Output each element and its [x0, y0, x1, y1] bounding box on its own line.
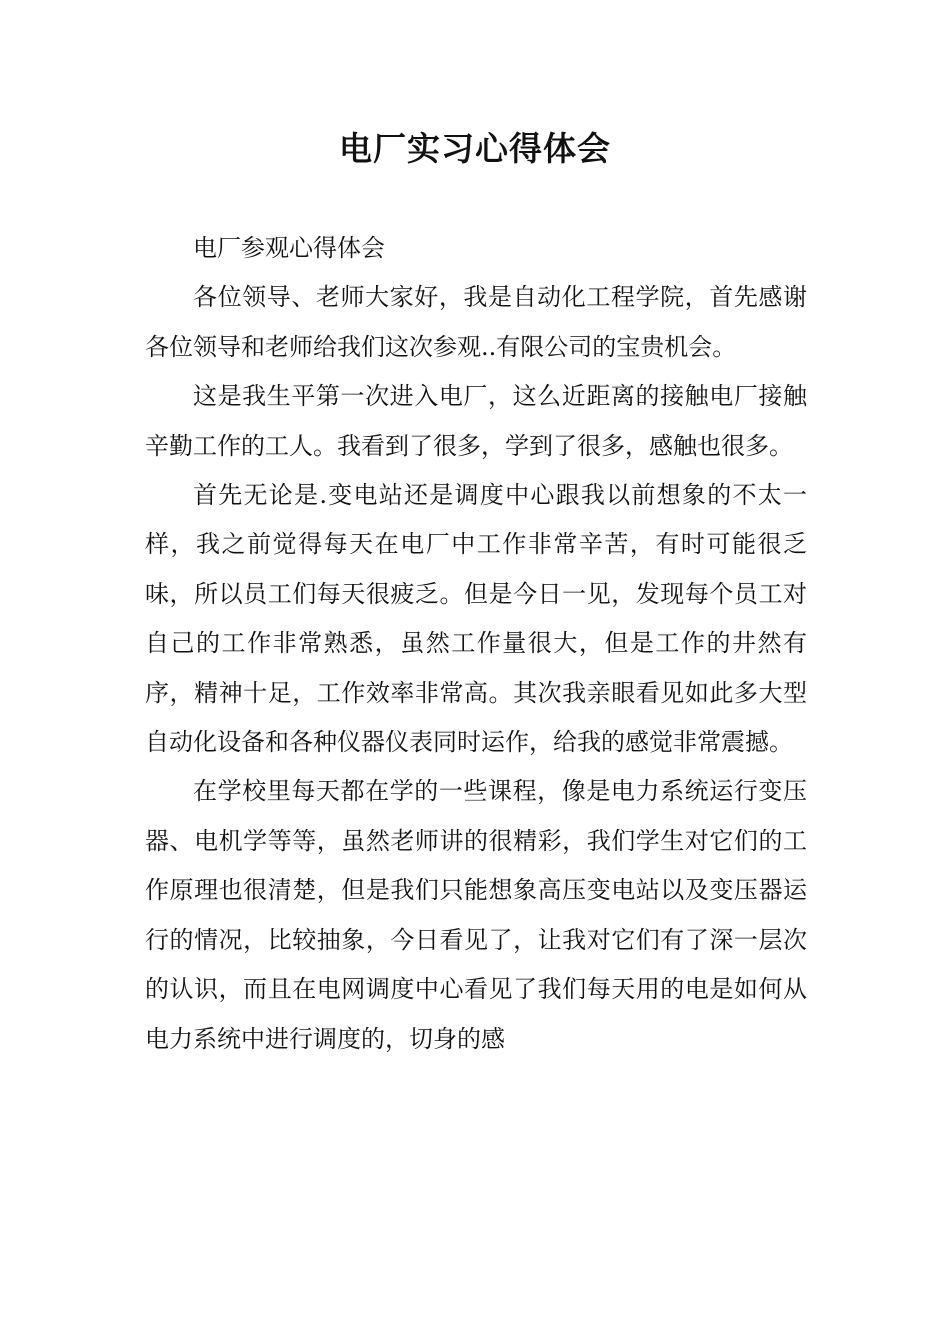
paragraph-coursework: 在学校里每天都在学的一些课程，像是电力系统运行变压器、电机学等等，虽然老师讲的很精彩，我们学生对它们的工作原理也很清楚，但是我们只能想象高压变电站以及变压器运行的情况，比较抽象，今日看见了，让我对它们有了深一层次的认识，而且在电网调度中心看见了我们每天用的电是如何从电力系统中进行调度的，切身的感 — [145, 777, 807, 1053]
paragraph-subtitle: 电厂参观心得体会 — [193, 234, 385, 262]
paragraph-first-visit: 这是我生平第一次进入电厂，这么近距离的接触电厂接触辛勤工作的工人。我看到了很多，学到了很多，感触也很多。 — [145, 382, 807, 460]
document-body — [145, 224, 807, 1064]
paragraph-impressions: 首先无论是.变电站还是调度中心跟我以前想象的不太一样，我之前觉得每天在电厂中工作非常辛苦，有时可能很乏味，所以员工们每天很疲乏。但是今日一见，发现每个员工对自己的工作非常熟悉，虽然工作量很大，但是工作的井然有序，精神十足，工作效率非常高。其次我亲眼看见如此多大型自动化设备和各种仪器仪表同时运作，给我的感觉非常震撼。 — [145, 481, 807, 757]
document-title: 电厂实习心得体会 — [339, 129, 611, 168]
paragraph-greeting: 各位领导、老师大家好，我是自动化工程学院，首先感谢各位领导和老师给我们这次参观..有限公司的宝贵机会。 — [145, 283, 807, 361]
